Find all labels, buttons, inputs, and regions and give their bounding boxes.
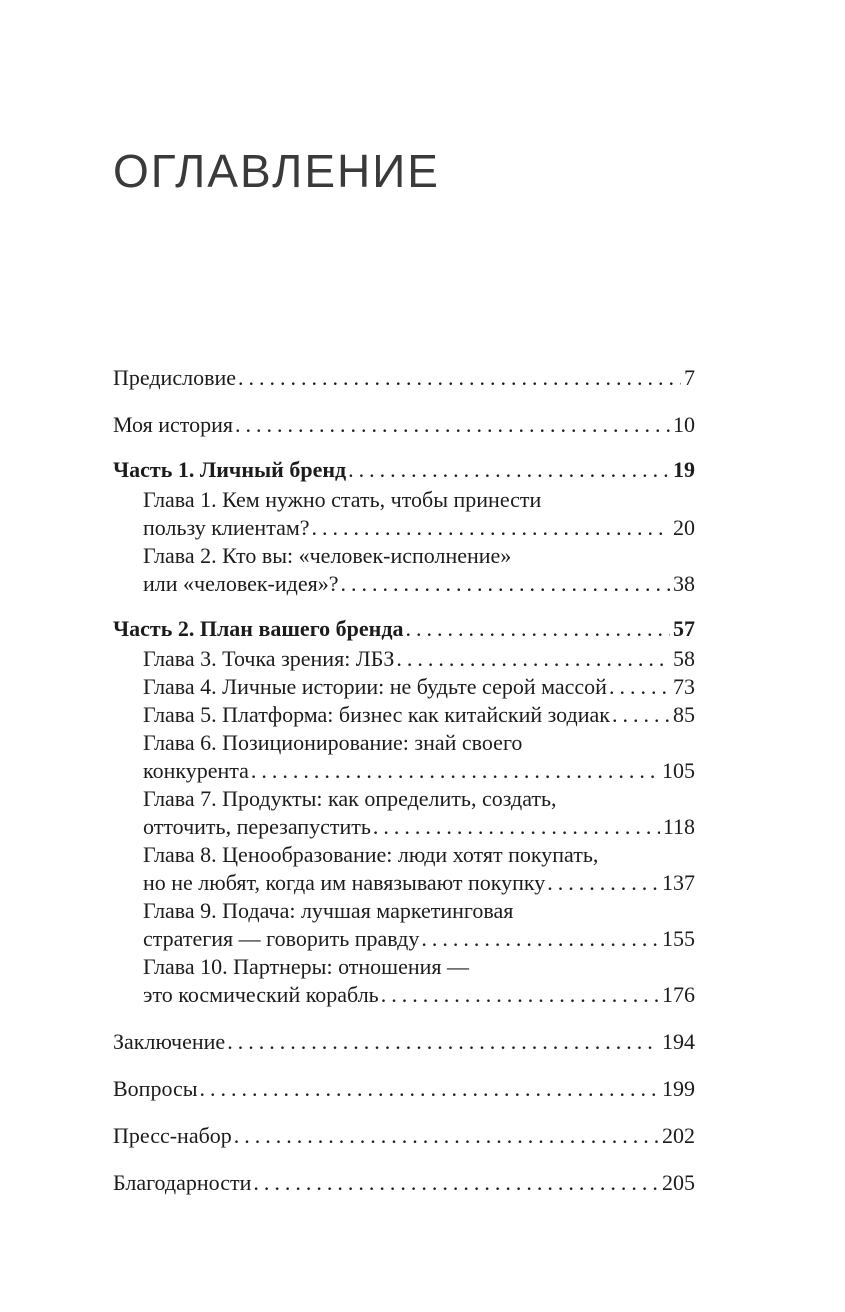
toc-entry-text: конкурента	[143, 758, 249, 783]
dot-leader	[421, 925, 659, 953]
toc-entry-text: Глава 1. Кем нужно стать, чтобы принести	[143, 487, 542, 512]
dot-leader	[253, 1169, 659, 1197]
toc-page-number: 7	[684, 365, 695, 390]
toc-page-number: 20	[673, 515, 695, 540]
toc-entry-text: Глава 2. Кто вы: «человек-исполнение»	[143, 543, 512, 568]
toc-entry	[113, 1169, 695, 1197]
toc-entry-row	[143, 701, 695, 729]
toc-entry-text: но не любят, когда им навязывают покупку	[143, 870, 546, 895]
toc-entry-row	[113, 1122, 695, 1150]
dot-leader	[405, 615, 670, 643]
toc-entry	[113, 411, 695, 439]
toc-entry-text: отточить, перезапустить	[143, 814, 371, 839]
toc-entry-text: Часть 1. Личный бренд	[113, 457, 347, 482]
toc-entry-row	[143, 757, 695, 785]
toc-page-number: 85	[673, 702, 695, 727]
toc-entry-row	[113, 1028, 695, 1056]
toc-page-number: 10	[673, 412, 695, 437]
toc-entry	[113, 785, 695, 841]
toc-entry	[113, 897, 695, 953]
dot-leader	[200, 1075, 659, 1103]
dot-leader	[238, 364, 681, 392]
toc-entry-text: Пресс-набор	[113, 1123, 232, 1148]
toc-entry-text: стратегия — говорить правду	[143, 926, 420, 951]
toc-page-number: 202	[662, 1123, 695, 1148]
toc-page-number: 58	[673, 646, 695, 671]
toc-page-number: 118	[662, 814, 695, 839]
toc-entry-row	[143, 869, 695, 897]
toc-page-number: 137	[662, 870, 695, 895]
toc-entry-row	[143, 981, 695, 1009]
toc-entry	[113, 456, 695, 484]
toc-entry	[113, 1122, 695, 1150]
toc-entry	[113, 364, 695, 392]
toc-entry	[113, 1075, 695, 1103]
dot-leader	[234, 1122, 659, 1150]
toc-entry-text: Глава 10. Партнеры: отношения —	[143, 954, 470, 979]
toc-page-number: 194	[662, 1029, 695, 1054]
toc-entry	[113, 729, 695, 785]
toc-entry-text: Вопросы	[113, 1076, 198, 1101]
toc-page-number: 57	[673, 616, 695, 641]
toc-entry	[113, 542, 695, 598]
toc-page-number: 199	[662, 1076, 695, 1101]
toc-entry-text: Благодарности	[113, 1170, 252, 1195]
toc-entry	[113, 701, 695, 729]
toc-entry-text: Глава 7. Продукты: как определить, создать,	[143, 786, 557, 811]
toc-entry-row	[113, 411, 695, 439]
toc-entry-row	[113, 456, 695, 484]
dot-leader	[609, 673, 670, 701]
dot-leader	[227, 1028, 659, 1056]
dot-leader	[251, 757, 659, 785]
toc-entry-row	[143, 925, 695, 953]
dot-leader	[235, 411, 670, 439]
toc-entry-text: Заключение	[113, 1029, 226, 1054]
toc-entry-text: Глава 4. Личные истории: не будьте серой массой	[143, 674, 607, 699]
toc-list	[113, 364, 695, 1197]
toc-entry-row	[113, 1169, 695, 1197]
dot-leader	[341, 570, 671, 598]
toc-page-number: 205	[662, 1170, 695, 1195]
toc-entry	[113, 615, 695, 643]
toc-entry-text: Часть 2. План вашего бренда	[113, 616, 404, 641]
toc-entry	[113, 645, 695, 673]
toc-entry	[113, 486, 695, 542]
toc-entry-text: это космический корабль	[143, 982, 379, 1007]
toc-entry-text: или «человек-идея»?	[143, 571, 339, 596]
toc-entry	[113, 673, 695, 701]
toc-entry-row	[143, 673, 695, 701]
toc-page-number: 38	[673, 571, 695, 596]
dot-leader	[612, 701, 670, 729]
toc-entry	[113, 841, 695, 897]
dot-leader	[373, 813, 660, 841]
toc-page-number: 105	[662, 758, 695, 783]
toc-page-number: 155	[662, 926, 695, 951]
toc-entry	[113, 1028, 695, 1056]
toc-entry-text: Предисловие	[113, 365, 236, 390]
toc-entry-text: Глава 8. Ценообразование: люди хотят покупать,	[143, 842, 599, 867]
dot-leader	[547, 869, 659, 897]
toc-entry-text: Глава 9. Подача: лучшая маркетинговая	[143, 898, 514, 923]
toc-entry-row	[113, 364, 695, 392]
toc-entry-text: Моя история	[113, 412, 233, 437]
toc-entry	[113, 953, 695, 1009]
toc-page-number: 73	[673, 674, 695, 699]
toc-entry-row	[113, 615, 695, 643]
toc-entry-row	[143, 514, 695, 542]
page-title: ОГЛАВЛЕНИЕ	[113, 145, 440, 197]
dot-leader	[381, 981, 659, 1009]
toc-entry-row	[143, 645, 695, 673]
toc-entry-row	[143, 813, 695, 841]
toc-entry-text: Глава 5. Платформа: бизнес как китайский зодиак	[143, 702, 610, 727]
dot-leader	[396, 645, 670, 673]
dot-leader	[312, 514, 670, 542]
toc-entry-text: Глава 3. Точка зрения: ЛБЗ	[143, 646, 395, 671]
toc-entry-text: пользу клиентам?	[143, 515, 310, 540]
toc-entry-row	[113, 1075, 695, 1103]
toc-entry-text: Глава 6. Позиционирование: знай своего	[143, 730, 523, 755]
toc-page-number: 176	[662, 982, 695, 1007]
toc-entry-row	[143, 570, 695, 598]
toc-page-number: 19	[673, 457, 695, 482]
dot-leader	[348, 456, 670, 484]
